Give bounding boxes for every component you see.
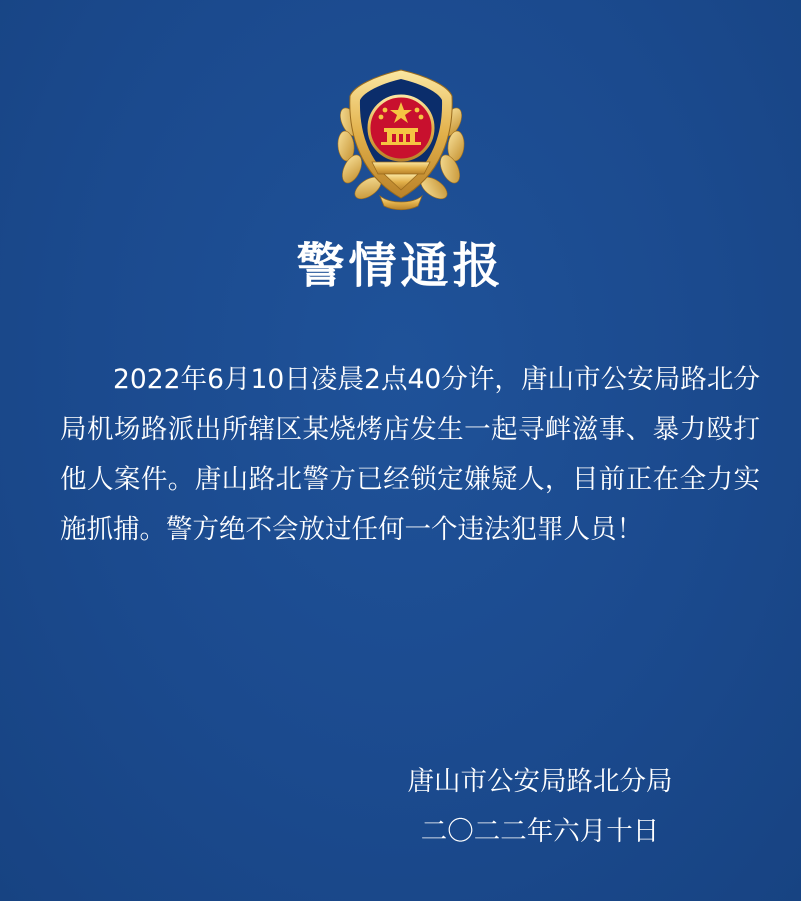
signature-date: 二〇二二年六月十日 [420, 816, 660, 847]
signature-organization: 唐山市公安局路北分局 [407, 766, 673, 797]
notice-body: 2022年6月10日凌晨2点40分许，唐山市公安局路北分局机场路派出所辖区某烧烤店发生一起寻衅滋事、暴力殴打他人案件。唐山路北警方已经锁定嫌疑人，目前正在全力实施抓捕。警方绝不会放过任何一个违法犯罪人员！ [60, 364, 760, 545]
notice-title: 警情通报 [296, 238, 505, 294]
police-badge-icon [332, 66, 470, 212]
